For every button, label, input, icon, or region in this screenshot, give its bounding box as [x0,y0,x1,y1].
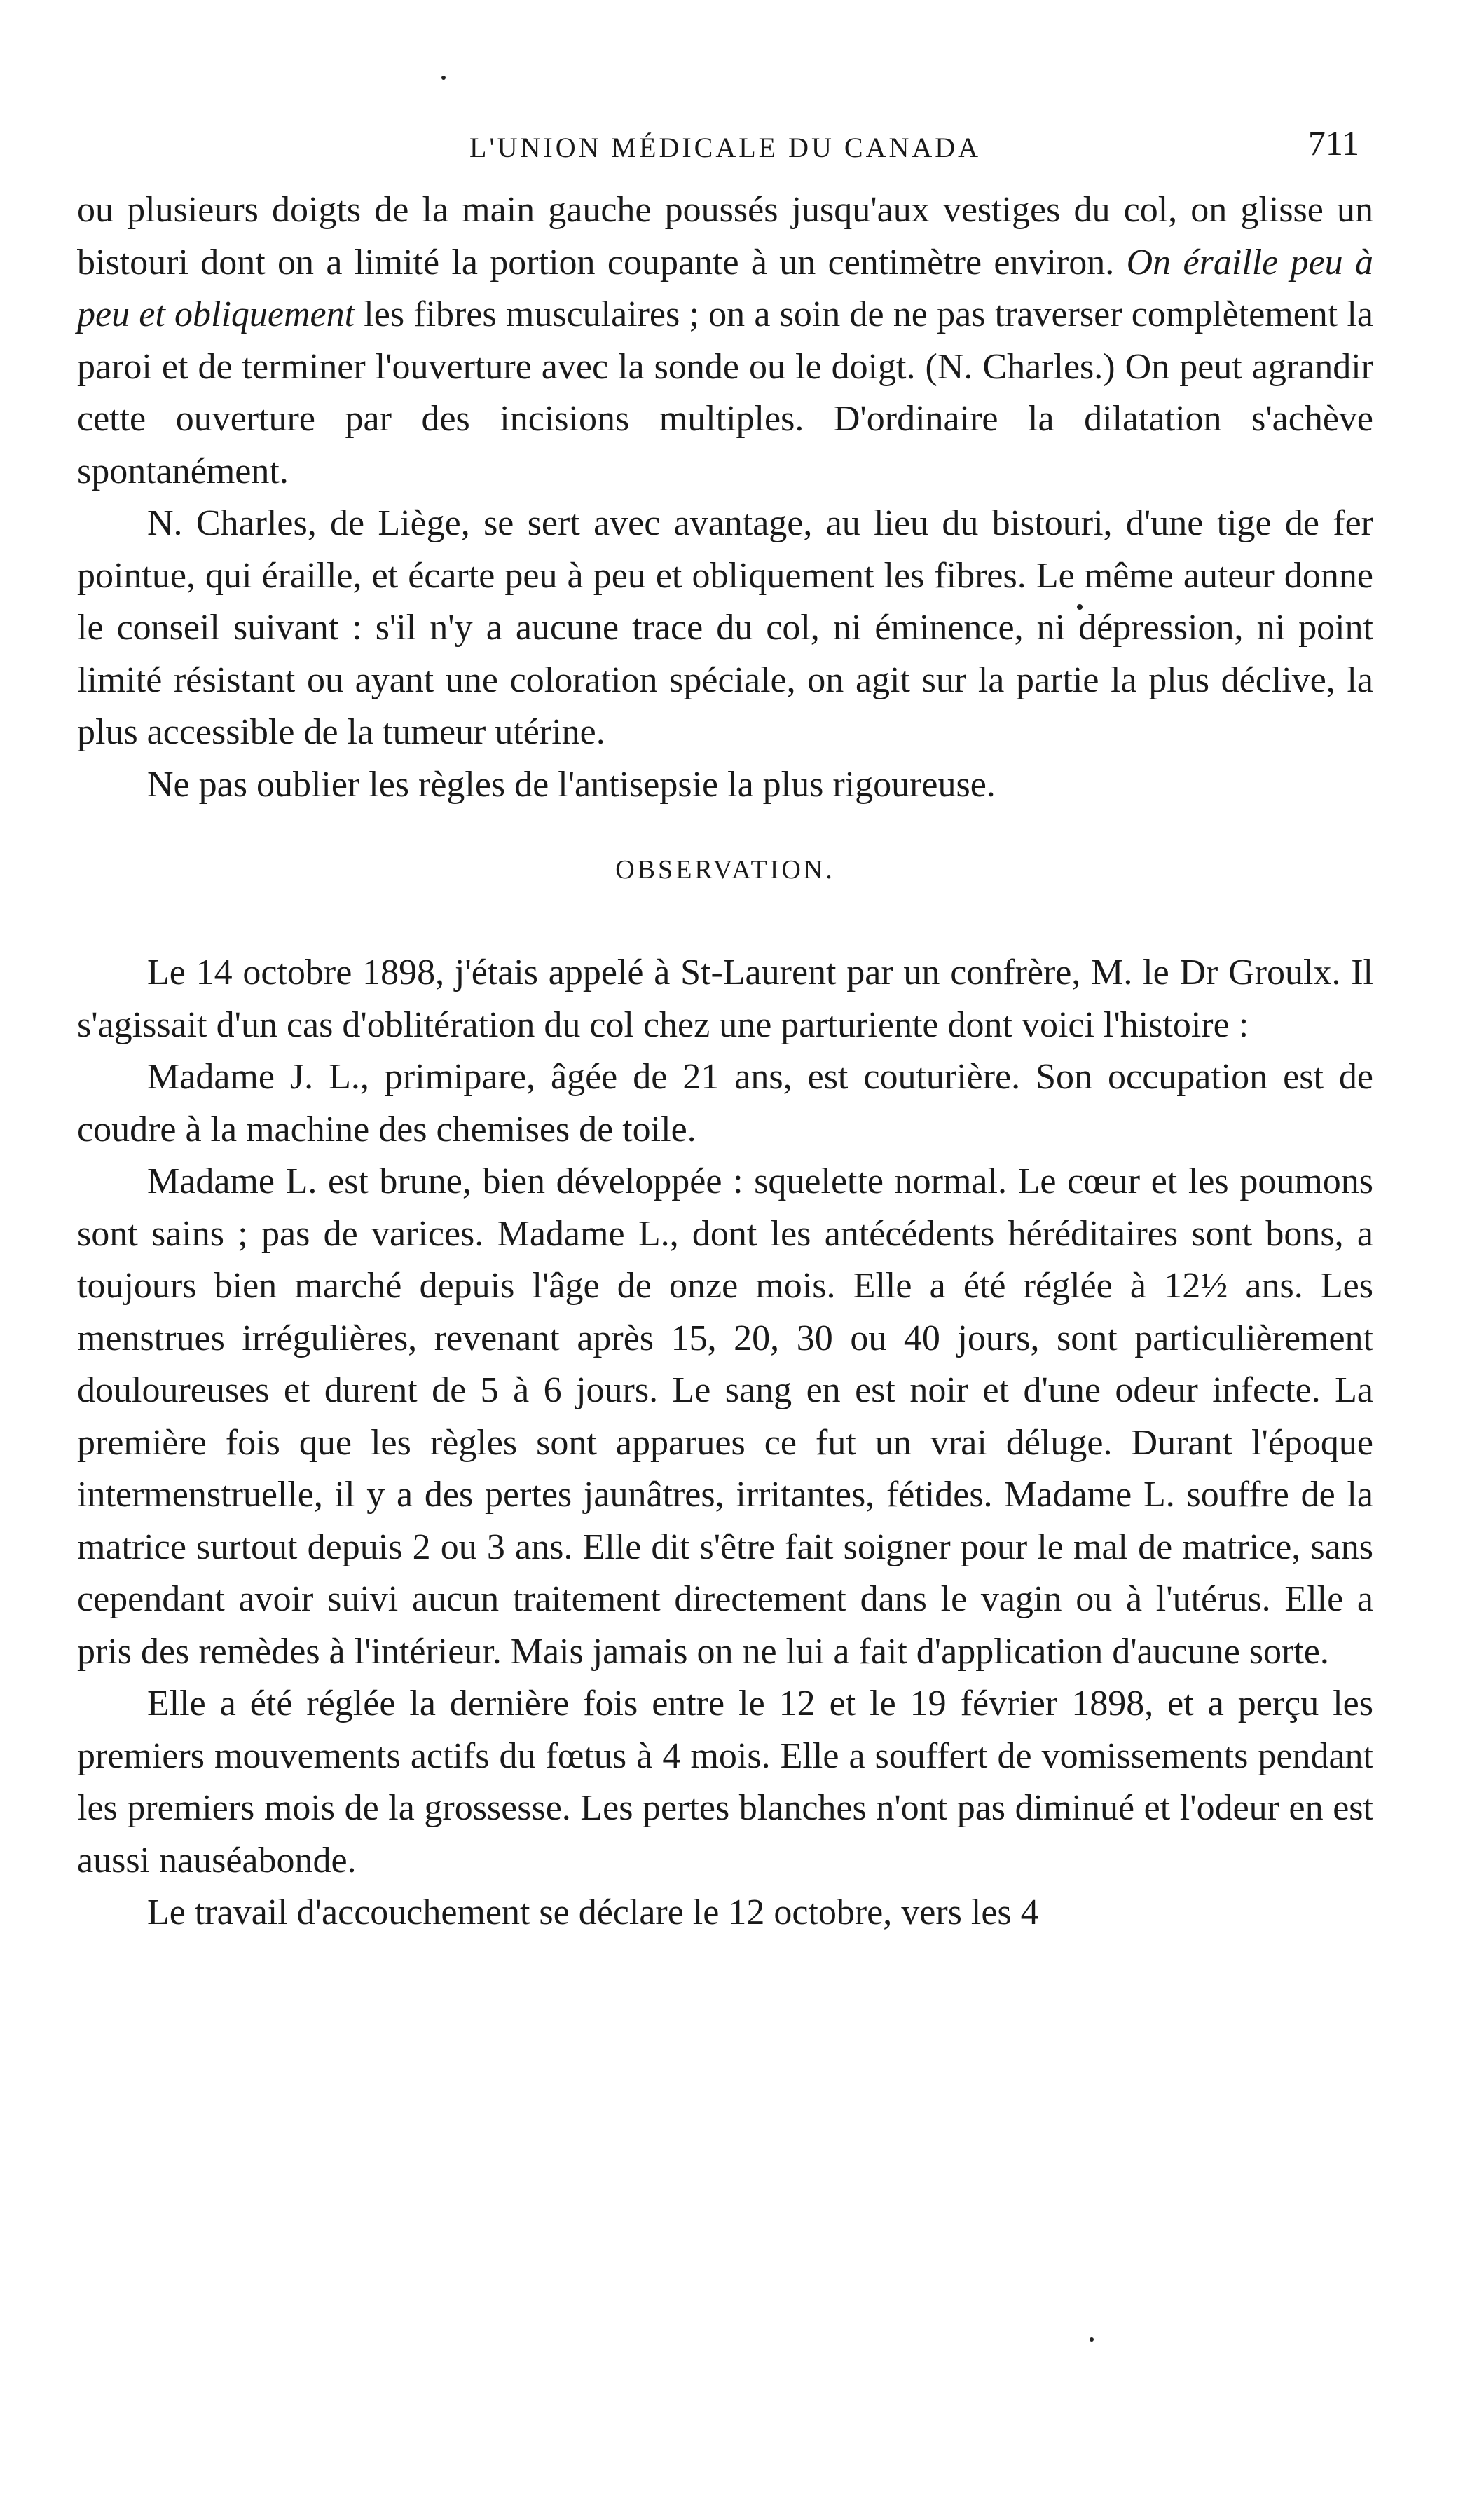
print-speck [1090,2337,1094,2342]
document-page [77,123,1373,1939]
running-head [77,123,1373,172]
paragraph-1 [77,184,1373,498]
print-speck [441,76,446,80]
page-number: 711 [1307,123,1359,163]
paragraph-8: Le travail d'accouchement se déclare le 12 octobre, vers les 4 [147,1892,1039,1932]
paragraph-7: Elle a été réglée la dernière fois entre le 12 et le 19 février 1898, et a perçu les premiers mouvements actifs du fœtus à 4 mois. Elle a souffert de vomissements pendant les premiers mois de la grossesse. Les pertes blanches n'ont pas diminué et l'odeur en est aussi nauséabonde. [77,1684,1373,1880]
paragraph-6: Madame L. est brune, bien développée : squelette normal. Le cœur et les poumons sont sains ; pas de varices. Madame L., dont les antécédents héréditaires sont bons, a toujours bien marché depuis l'âge de onze mois. Elle a été réglée à 12½ ans. Les menstrues irrégulières, revenant après 15, 20, 30 ou 40 jours, sont particulièrement douloureuses et durent de 5 à 6 jours. Le sang en est noir et d'une odeur infecte. La première fois que les règles sont apparues ce fut un vrai déluge. Durant l'époque intermenstruelle, il y a des pertes jaunâtres, irritantes, fétides. Madame L. souffre de la matrice surtout depuis 2 ou 3 ans. Elle dit s'être fait soigner pour le mal de matrice, sans cependant avoir suivi aucun traitement directement dans le vagin ou à l'utérus. Elle a pris des remèdes à l'intérieur. Mais jamais on ne lui a fait d'application d'aucune sorte. [77,1161,1373,1672]
paragraph-2: N. Charles, de Liège, se sert avec avantage, au lieu du bistouri, d'une tige de fer pointue, qui éraille, et écarte peu à peu et obliquement les fibres. Le même auteur donne le conseil suivant : s'il n'y a aucune trace du col, ni éminence, ni dépression, ni point limité résistant ou ayant une coloration spéciale, on agit sur la partie la plus déclive, la plus accessible de la tumeur utérine. [77,503,1373,752]
paragraph-5: Madame J. L., primipare, âgée de 21 ans, est couturière. Son occupation est de coudre à la machine des chemises de toile. [77,1057,1373,1149]
paragraph-3: Ne pas oublier les règles de l'antisepsie la plus rigoureuse. [147,764,996,805]
paragraph-1-text-b: les fibres musculaires ; on a soin de ne pas traverser complètement la paroi et de terminer l'ouverture avec la sonde ou le doigt. (N. Charles.) On peut agrandir cette ouverture par des incisions multiples. D'ordinaire la dilatation s'achève spontanément. [77,294,1373,491]
paragraph-1-italic: On éraille peu à peu et obliquement [77,242,1374,334]
running-title: L'UNION MÉDICALE DU CANADA [469,132,982,163]
paragraph-4: Le 14 octobre 1898, j'étais appelé à St-Laurent par un confrère, M. le Dr Groulx. Il s'agissait d'un cas d'oblitération du col chez une parturiente dont voici l'histoire : [77,953,1373,1045]
paragraph-1-text-a: ou plusieurs doigts de la main gauche poussés jusqu'aux vestiges du col, on glisse un bistouri dont on a limité la portion coupante à un centimètre environ. [77,190,1373,282]
section-heading: OBSERVATION. [615,855,835,885]
